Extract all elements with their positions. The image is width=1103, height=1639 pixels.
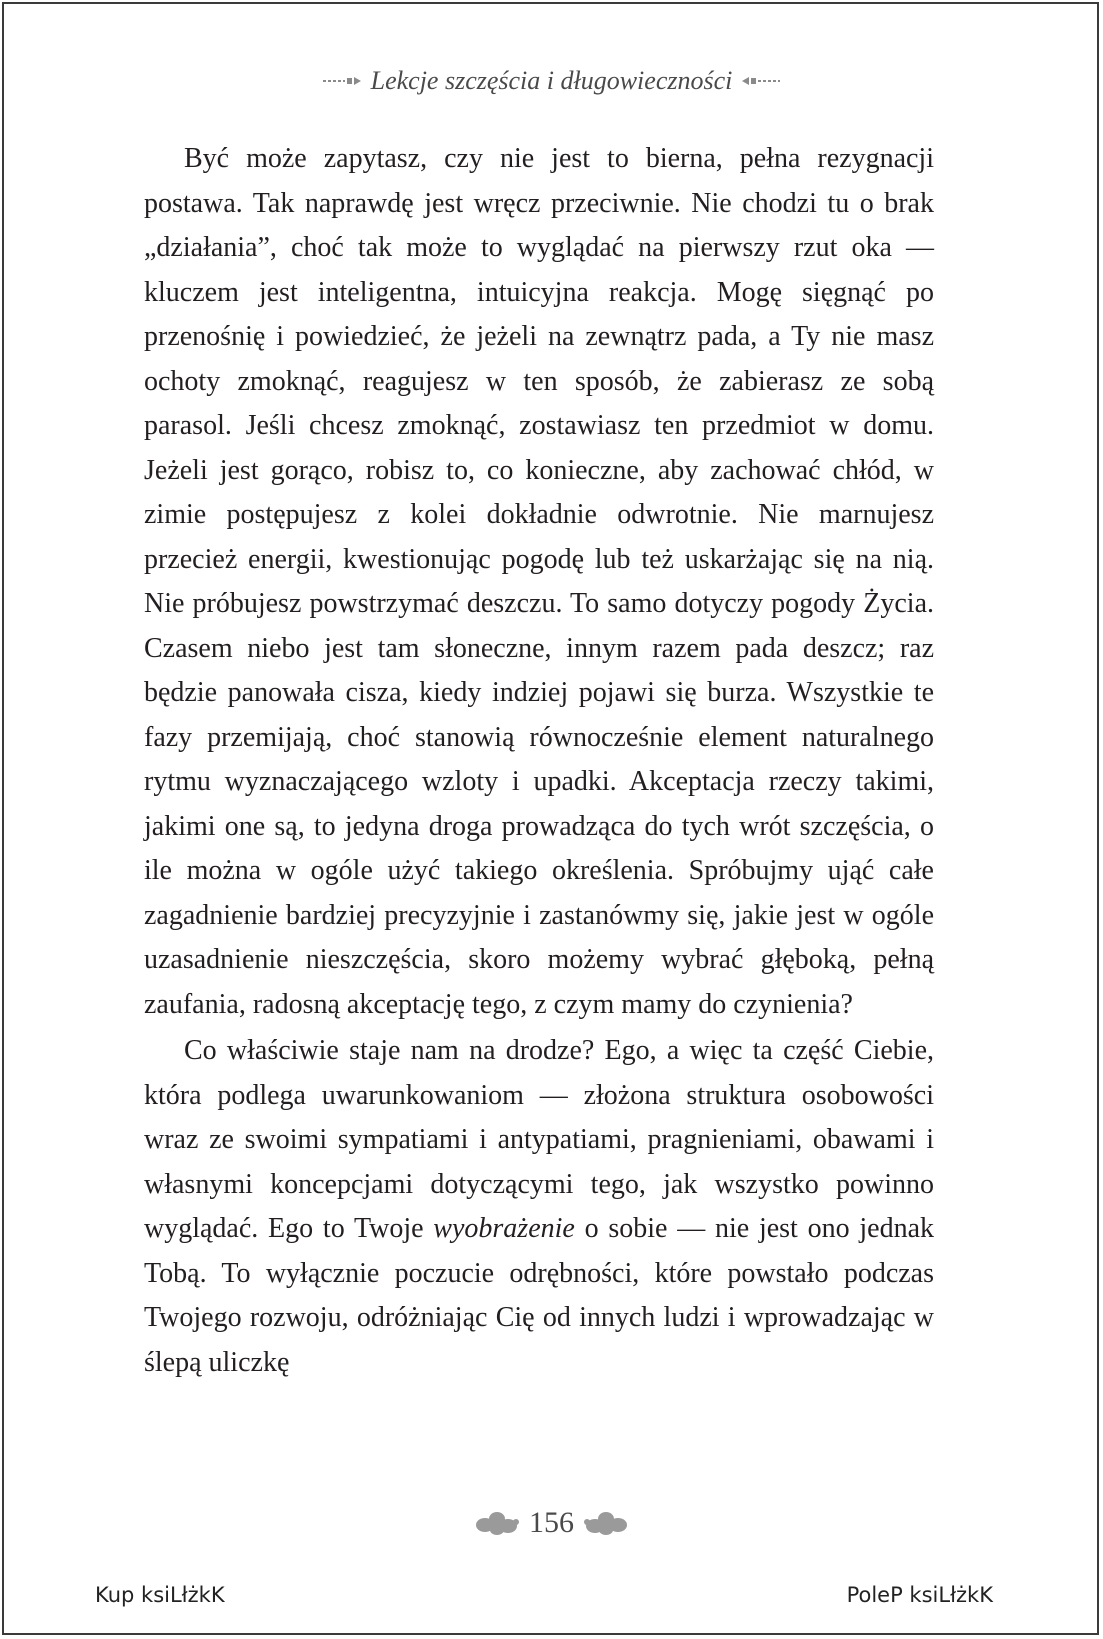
running-header — [0, 66, 1103, 96]
paragraph-2-text-end: o sobie — nie jest ono jednak Tobą. To wyłącznie poczucie odrębności, które powstało podczas Twojego rozwoju, odróżniając Cię od innych ludzi i wprowadzając w ślepą uliczkę — [144, 1213, 934, 1378]
right-leaf-ornament-icon — [582, 1508, 628, 1538]
paragraph-1-text: Być może zapytasz, czy nie jest to bierna, pełna rezygnacji postawa. Tak naprawdę jest wręcz przeciwnie. Nie chodzi tu o brak „działania”, choć tak może to wyglądać na pierwszy rzut oka — kluczem jest inteligentna, intuicyjna reakcja. Mogę sięgnąć po przenośnię i powiedzieć, że jeżeli na zewnątrz pada, a Ty nie masz ochoty zmoknąć, reagujesz w ten sposób, że zabierasz ze sobą parasol. Jeśli chcesz zmoknąć, zostawiasz ten przedmiot w domu. Jeżeli jest gorąco, robisz to, co konieczne, aby zachować chłód, w zimie postępujesz z kolei dokładnie odwrotnie. Nie marnujesz przecież energii, kwestionując pogodę lub też uskarżając się na nią. Nie próbujesz powstrzymać deszczu. To samo dotyczy pogody Życia. Czasem niebo jest tam słoneczne, innym razem pada deszcz; raz będzie panowała cisza, kiedy indziej pojawi się burza. Wszystkie te fazy przemijają, choć stanowią równocześnie element naturalnego rytmu wyznaczającego wzloty i upadki. Akceptacja rzeczy takimi, jakimi one są, to jedyna droga prowadząca do tych wrót szczęścia, o ile można w ogóle użyć takiego określenia. Spróbujmy ująć całe zagadnienie bardziej precyzyjnie i zastanówmy się, jakie jest w ogóle uzasadnienie nieszczęścia, skoro możemy wybrać głęboką, pełną zaufania, radosną akceptację tego, z czym mamy do czynienia? — [144, 143, 934, 1020]
emphasis-word: wyobrażenie — [433, 1213, 575, 1244]
body-text — [144, 137, 934, 1385]
recommend-book-link[interactable]: PoleP ksiLłżkK — [846, 1583, 993, 1607]
buy-book-link[interactable]: Kup ksiLłżkK — [95, 1583, 225, 1607]
paragraph-1 — [144, 137, 934, 1027]
right-ornament-icon — [740, 75, 780, 87]
paragraph-2 — [144, 1029, 934, 1385]
left-leaf-ornament-icon — [475, 1508, 521, 1538]
running-header-title: Lekcje szczęścia i długowieczności — [370, 66, 733, 95]
page-number: 156 — [529, 1506, 574, 1539]
left-ornament-icon — [323, 75, 363, 87]
page-number-block — [0, 1506, 1103, 1540]
paragraph-2-text-start: Co właściwie staje nam na drodze? Ego, a więc ta część Ciebie, która podlega uwarunkowaniom — złożona struktura osobowości wraz ze swoimi sympatiami i antypatiami, pragnieniami, obawami i własnymi koncepcjami dotyczącymi tego, jak wszystko powinno wyglądać. Ego to Twoje — [144, 1035, 934, 1244]
